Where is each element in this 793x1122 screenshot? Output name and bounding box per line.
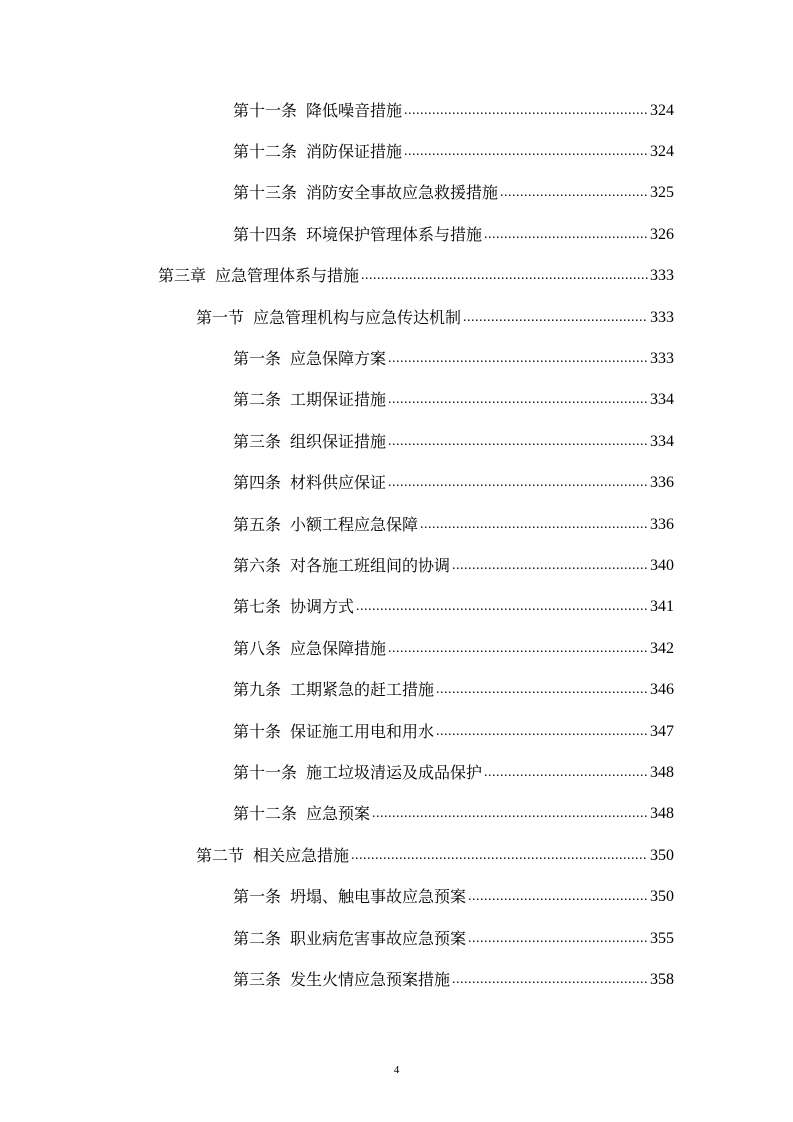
- toc-entry-title: 小额工程应急保障: [290, 514, 419, 534]
- toc-entry-title: 降低噪音措施: [306, 100, 403, 120]
- toc-entry-title: 组织保证措施: [290, 431, 387, 451]
- toc-entry-number: 第二节: [196, 845, 245, 865]
- toc-entry-title: 职业病危害事故应急预案: [290, 928, 467, 948]
- toc-entry-page: 348: [650, 805, 674, 823]
- toc-entry-number: 第九条: [233, 680, 282, 700]
- toc-entry-dot-leader: [436, 680, 648, 700]
- toc-entry-number: 第十一条: [233, 762, 298, 782]
- toc-entry-dot-leader: [388, 432, 648, 452]
- toc-entry[interactable]: [0, 587, 793, 628]
- toc-entry-page: 324: [650, 143, 674, 161]
- toc-entry-dot-leader: [452, 556, 648, 576]
- toc-entry-number: 第八条: [233, 638, 282, 658]
- toc-entry-number: 第五条: [233, 514, 282, 534]
- toc-entry[interactable]: [0, 752, 793, 793]
- toc-entry-dot-leader: [484, 225, 648, 245]
- toc-entry-title: 工期紧急的赶工措施: [290, 680, 435, 700]
- toc-entry-dot-leader: [351, 846, 648, 866]
- toc-entry-title: 保证施工用电和用水: [290, 721, 435, 741]
- toc-entry-dot-leader: [463, 308, 648, 328]
- toc-entry-page: 346: [650, 681, 674, 699]
- toc-entry-number: 第三条: [233, 431, 282, 451]
- toc-entry-title: 应急保障措施: [290, 638, 387, 658]
- toc-entry[interactable]: [0, 545, 793, 586]
- toc-entry-dot-leader: [388, 639, 648, 659]
- toc-entry[interactable]: [0, 504, 793, 545]
- toc-entry-page: 325: [650, 184, 674, 202]
- toc-entry-title: 发生火情应急预案措施: [290, 969, 451, 989]
- toc-entry-page: 333: [650, 267, 674, 285]
- toc-entry[interactable]: [0, 297, 793, 338]
- toc-entry[interactable]: [0, 463, 793, 504]
- toc-entry-title: 工期保证措施: [290, 390, 387, 410]
- toc-entry[interactable]: [0, 421, 793, 462]
- toc-entry-number: 第十条: [233, 721, 282, 741]
- toc-entry-dot-leader: [468, 929, 648, 949]
- toc-entry-page: 334: [650, 391, 674, 409]
- toc-entry-page: 358: [650, 970, 674, 988]
- toc-entry-number: 第四条: [233, 473, 282, 493]
- toc-entry-title: 消防保证措施: [306, 142, 403, 162]
- toc-entry-dot-leader: [404, 101, 648, 121]
- toc-entry-page: 347: [650, 722, 674, 740]
- toc-entry-number: 第十二条: [233, 142, 298, 162]
- toc-entry-number: 第十一条: [233, 100, 298, 120]
- toc-entry-page: 350: [650, 846, 674, 864]
- toc-entry[interactable]: [0, 173, 793, 214]
- toc-entry-number: 第十三条: [233, 183, 298, 203]
- toc-entry-page: 326: [650, 225, 674, 243]
- toc-entry[interactable]: [0, 214, 793, 255]
- table-of-contents: [0, 90, 793, 1001]
- toc-entry[interactable]: [0, 628, 793, 669]
- toc-entry-dot-leader: [388, 473, 648, 493]
- toc-entry-number: 第一条: [233, 887, 282, 907]
- toc-entry-title: 应急管理机构与应急传达机制: [253, 307, 462, 327]
- toc-entry-number: 第二条: [233, 390, 282, 410]
- toc-entry-number: 第十二条: [233, 804, 298, 824]
- toc-entry-dot-leader: [361, 266, 648, 286]
- toc-entry-dot-leader: [388, 349, 648, 369]
- toc-entry[interactable]: [0, 256, 793, 297]
- toc-entry[interactable]: [0, 90, 793, 131]
- toc-entry-dot-leader: [452, 970, 648, 990]
- toc-entry[interactable]: [0, 338, 793, 379]
- toc-entry-number: 第二条: [233, 928, 282, 948]
- toc-entry-dot-leader: [420, 515, 648, 535]
- toc-entry-dot-leader: [436, 722, 648, 742]
- toc-entry[interactable]: [0, 918, 793, 959]
- toc-entry[interactable]: [0, 959, 793, 1000]
- toc-entry-title: 相关应急措施: [253, 845, 350, 865]
- toc-entry-number: 第一条: [233, 349, 282, 369]
- toc-entry-page: 340: [650, 556, 674, 574]
- toc-entry-page: 333: [650, 350, 674, 368]
- toc-entry-title: 应急管理体系与措施: [215, 266, 360, 286]
- toc-entry-dot-leader: [404, 142, 648, 162]
- toc-entry-page: 324: [650, 101, 674, 119]
- page-number: 4: [393, 1064, 400, 1076]
- toc-entry-title: 材料供应保证: [290, 473, 387, 493]
- toc-entry-page: 341: [650, 598, 674, 616]
- toc-entry[interactable]: [0, 876, 793, 917]
- toc-entry-title: 消防安全事故应急救援措施: [306, 183, 499, 203]
- toc-entry[interactable]: [0, 835, 793, 876]
- toc-entry-page: 336: [650, 515, 674, 533]
- toc-entry-page: 348: [650, 763, 674, 781]
- toc-entry-title: 协调方式: [290, 597, 355, 617]
- toc-entry[interactable]: [0, 669, 793, 710]
- toc-entry-title: 应急预案: [306, 804, 371, 824]
- toc-entry-dot-leader: [388, 390, 648, 410]
- toc-entry-page: 342: [650, 639, 674, 657]
- toc-entry-number: 第七条: [233, 597, 282, 617]
- toc-entry-number: 第三条: [233, 969, 282, 989]
- toc-entry-page: 334: [650, 432, 674, 450]
- toc-entry-page: 350: [650, 888, 674, 906]
- toc-entry-title: 坍塌、触电事故应急预案: [290, 887, 467, 907]
- toc-entry-dot-leader: [372, 804, 648, 824]
- toc-entry[interactable]: [0, 794, 793, 835]
- toc-entry-dot-leader: [468, 887, 648, 907]
- toc-entry-number: 第三章: [158, 266, 207, 286]
- toc-entry-page: 333: [650, 308, 674, 326]
- toc-entry-title: 施工垃圾清运及成品保护: [306, 762, 483, 782]
- toc-entry-title: 环境保护管理体系与措施: [306, 224, 483, 244]
- toc-entry-number: 第一节: [196, 307, 245, 327]
- toc-entry[interactable]: [0, 711, 793, 752]
- toc-entry-number: 第十四条: [233, 224, 298, 244]
- toc-entry-title: 对各施工班组间的协调: [290, 555, 451, 575]
- toc-entry-title: 应急保障方案: [290, 349, 387, 369]
- toc-entry-page: 355: [650, 929, 674, 947]
- toc-entry[interactable]: [0, 380, 793, 421]
- toc-entry-dot-leader: [484, 763, 648, 783]
- toc-entry-dot-leader: [356, 597, 648, 617]
- toc-entry-number: 第六条: [233, 555, 282, 575]
- toc-entry-dot-leader: [500, 183, 648, 203]
- toc-entry[interactable]: [0, 131, 793, 172]
- toc-entry-page: 336: [650, 474, 674, 492]
